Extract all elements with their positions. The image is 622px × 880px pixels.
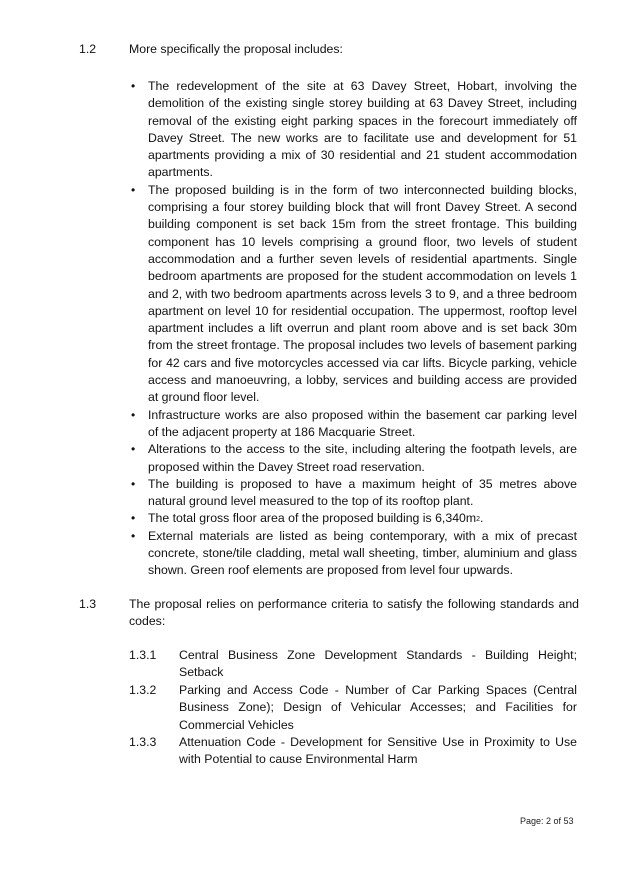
list-item: • The building is proposed to have a maximum height of 35 metres above natural ground level measured to the top of its rooftop plant. xyxy=(131,476,577,509)
bullet-icon: • xyxy=(131,79,136,93)
list-item: • The redevelopment of the site at 63 Davey Street, Hobart, involving the demolition of the existing single storey building at 63 Davey Street, including removal of the existing eight parking spaces in the forecourt immediately off Davey Street. The new works are to facilitate use and development for 51 apartments providing a mix of 30 residential and 21 student accommodation apartments. xyxy=(131,79,577,180)
bullet-icon: • xyxy=(131,442,136,457)
subsection-number: 1.3.1 xyxy=(129,648,157,662)
bullet-icon: • xyxy=(131,476,136,491)
superscript: 2 xyxy=(476,516,481,524)
subsection-text: Parking and Access Code - Number of Car Parking Spaces (Central Business Zone); Design of Vehicular Accesses; and Facilities for Commercial Vehicles xyxy=(179,683,577,732)
subsection-number: 1.3.2 xyxy=(129,683,157,697)
section-heading: More specifically the proposal includes: xyxy=(129,42,343,56)
list-item: • Alterations to the access to the site, including altering the footpath levels, are proposed within the Davey Street road reservation. xyxy=(131,442,577,474)
section-number: 1.3 xyxy=(79,597,97,611)
list-item: • External materials are listed as being contemporary, with a mix of precast concrete, stone/tile cladding, metal wall sheeting, timber, aluminium and glass shown. Green roof elements are proposed from level four upwards. xyxy=(131,528,577,578)
section-heading: The proposal relies on performance criteria to satisfy the following standards and codes: xyxy=(129,597,579,629)
subsection-text: Attenuation Code - Development for Sensitive Use in Proximity to Use with Potential to cause Environmental Harm xyxy=(179,735,577,767)
bullet-icon: • xyxy=(131,182,136,197)
list-item: • The total gross floor area of the proposed building is $6,340m^2$. xyxy=(129,510,577,527)
bullet-icon: • xyxy=(131,511,136,526)
bullet-icon: • xyxy=(131,528,136,543)
section-number: 1.2 xyxy=(79,42,97,56)
subsection-text: Central Business Zone Development Standards - Building Height; Setback xyxy=(179,648,577,680)
list-item: • The proposed building is in the form of two interconnected building blocks, comprising a four storey building block that will front Davey Street. A second building component is set back 15m from the street frontage. This building component has 10 levels comprising a ground floor, two levels of student accommodation and a further seven levels of residential apartments. Single bedroom apartments are proposed for the student accommodation on levels 1 and 2, with two bedroom apartments across levels 3 to 9, and a three bedroom apartment on level 10 for residential occupation. The uppermost, rooftop level apartment includes a lift overrun and plant room above and is set back 30m from the street frontage. The proposal includes two levels of basement parking for 42 cars and five motorcycles accessed via car lifts. Bicycle parking, vehicle access and manoeuvring, a lobby, services and building access are provided at ground floor level. xyxy=(131,182,577,405)
bullet-icon: • xyxy=(131,407,136,422)
proposal-bullet-list xyxy=(129,78,577,580)
list-item: • Infrastructure works are also proposed within the basement car parking level of the adjacent property at 186 Macquarie Street. xyxy=(131,407,577,439)
page-number: Page: 2 of 53 xyxy=(520,816,574,826)
subsection-number: 1.3.3 xyxy=(129,735,157,749)
